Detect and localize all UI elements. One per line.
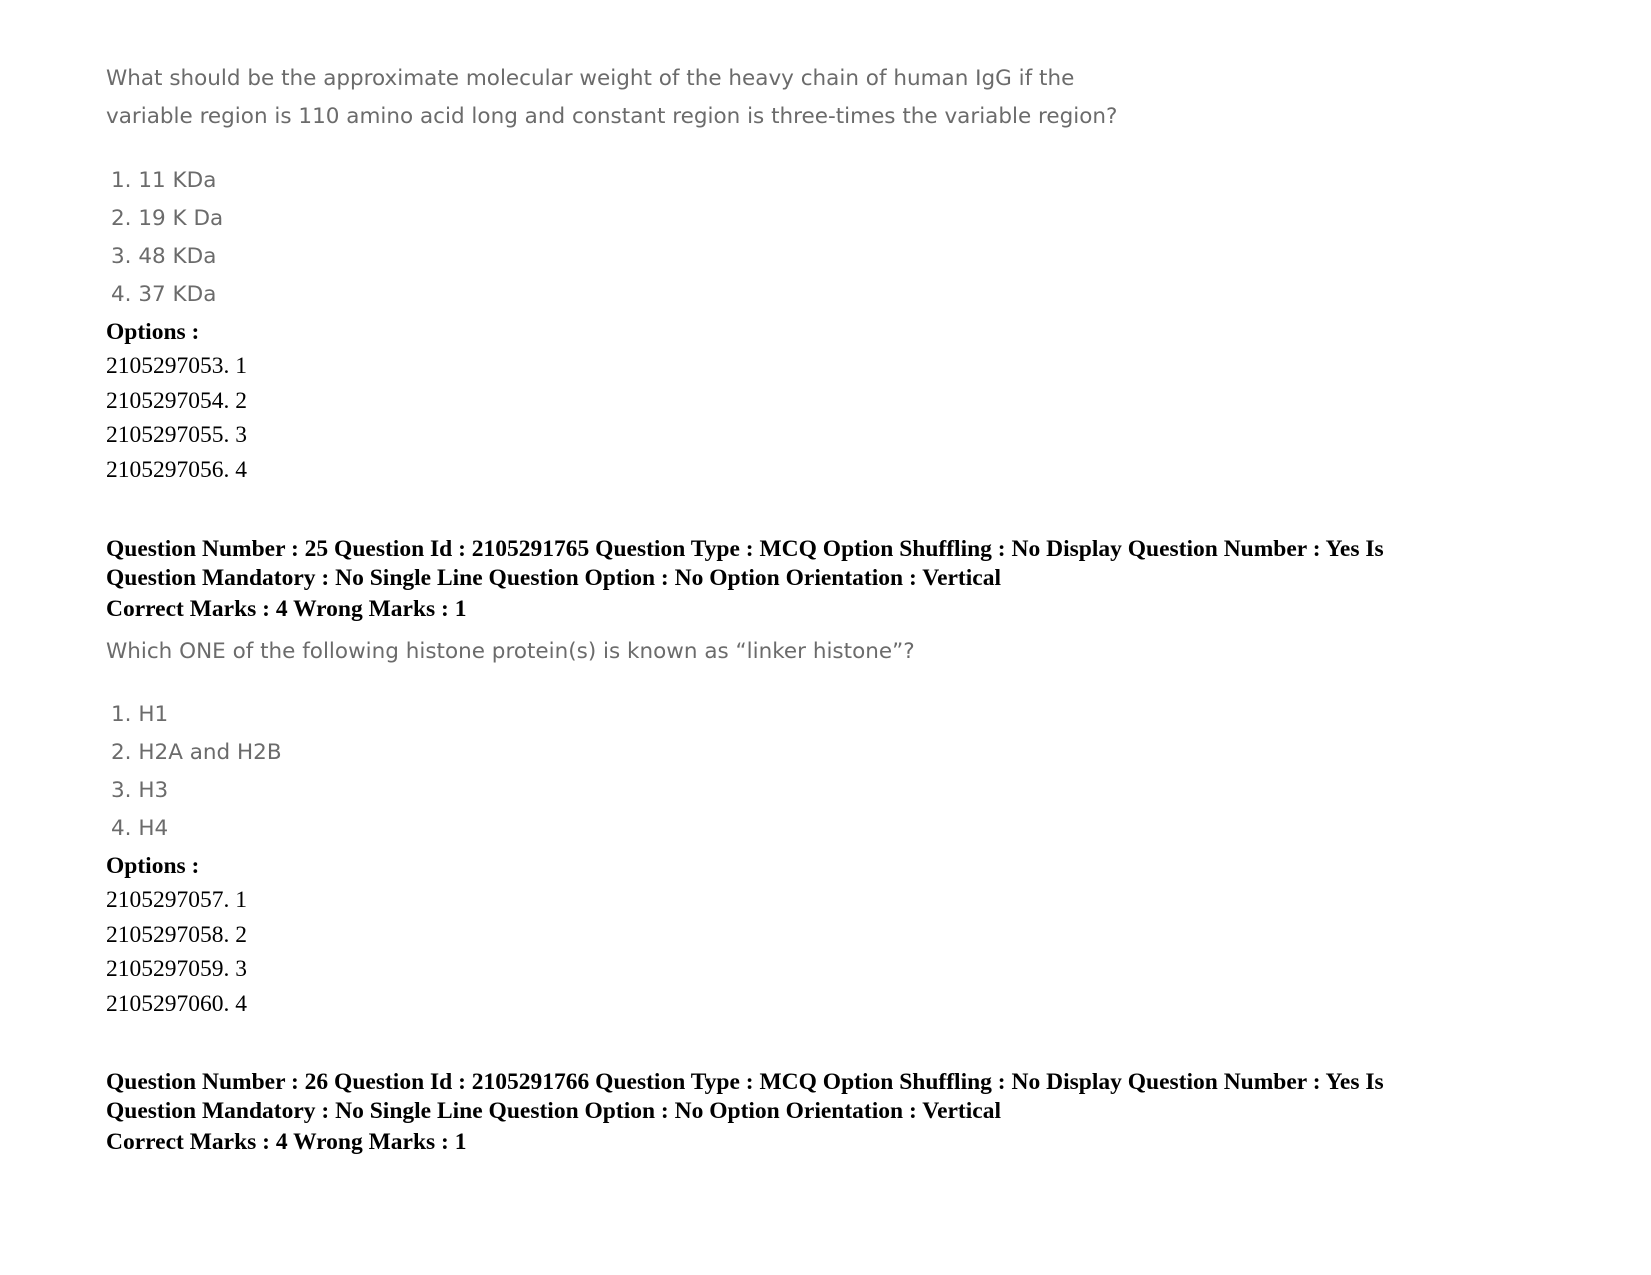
choice-item: 3. 48 KDa <box>111 244 217 269</box>
question-meta-line: Question Number : 26 Question Id : 2105291766 Question Type : MCQ Option Shuffling : No Display Question Number : Yes Is <box>106 1069 1384 1095</box>
question-25-meta <box>106 535 1384 593</box>
marks-line: Correct Marks : 4 Wrong Marks : 1 <box>106 1129 467 1155</box>
option-id-line: 2105297054. 2 <box>106 387 247 414</box>
question-25-options <box>106 849 247 1021</box>
question-24-text <box>106 60 1117 136</box>
choice-item: 4. H4 <box>111 816 169 841</box>
question-meta-line: Question Mandatory : No Single Line Question Option : No Option Orientation : Vertical <box>106 1098 1001 1124</box>
option-id-line: 2105297053. 1 <box>106 353 247 379</box>
choice-item: 1. 11 KDa <box>111 168 217 193</box>
question-text-line: Which ONE of the following histone protein(s) is known as “linker histone”? <box>106 639 915 664</box>
option-id-line: 2105297058. 2 <box>106 921 247 948</box>
option-id-line: 2105297059. 3 <box>106 956 247 982</box>
question-25-choices <box>106 696 282 848</box>
choice-item: 2. 19 K Da <box>111 206 224 231</box>
question-text-line: variable region is 110 amino acid long and constant region is three-times the variable region? <box>106 104 1118 129</box>
question-24-options <box>106 315 247 487</box>
question-text-line: What should be the approximate molecular weight of the heavy chain of human IgG if the <box>106 66 1075 91</box>
question-26-meta <box>106 1068 1384 1126</box>
choice-item: 1. H1 <box>111 702 169 727</box>
options-heading: Options : <box>106 853 200 879</box>
choice-item: 4. 37 KDa <box>111 282 217 307</box>
question-26-marks <box>106 1128 467 1157</box>
options-heading: Options : <box>106 319 200 345</box>
option-id-line: 2105297057. 1 <box>106 887 247 913</box>
choice-item: 2. H2A and H2B <box>111 740 282 765</box>
question-meta-line: Question Number : 25 Question Id : 2105291765 Question Type : MCQ Option Shuffling : No Display Question Number : Yes Is <box>106 536 1384 562</box>
question-25-marks <box>106 595 467 624</box>
question-meta-line: Question Mandatory : No Single Line Question Option : No Option Orientation : Vertical <box>106 565 1001 591</box>
option-id-line: 2105297055. 3 <box>106 422 247 448</box>
question-25-text <box>106 633 915 671</box>
question-24-choices <box>106 162 223 314</box>
choice-item: 3. H3 <box>111 778 169 803</box>
marks-line: Correct Marks : 4 Wrong Marks : 1 <box>106 596 467 622</box>
option-id-line: 2105297056. 4 <box>106 456 247 483</box>
option-id-line: 2105297060. 4 <box>106 990 247 1017</box>
